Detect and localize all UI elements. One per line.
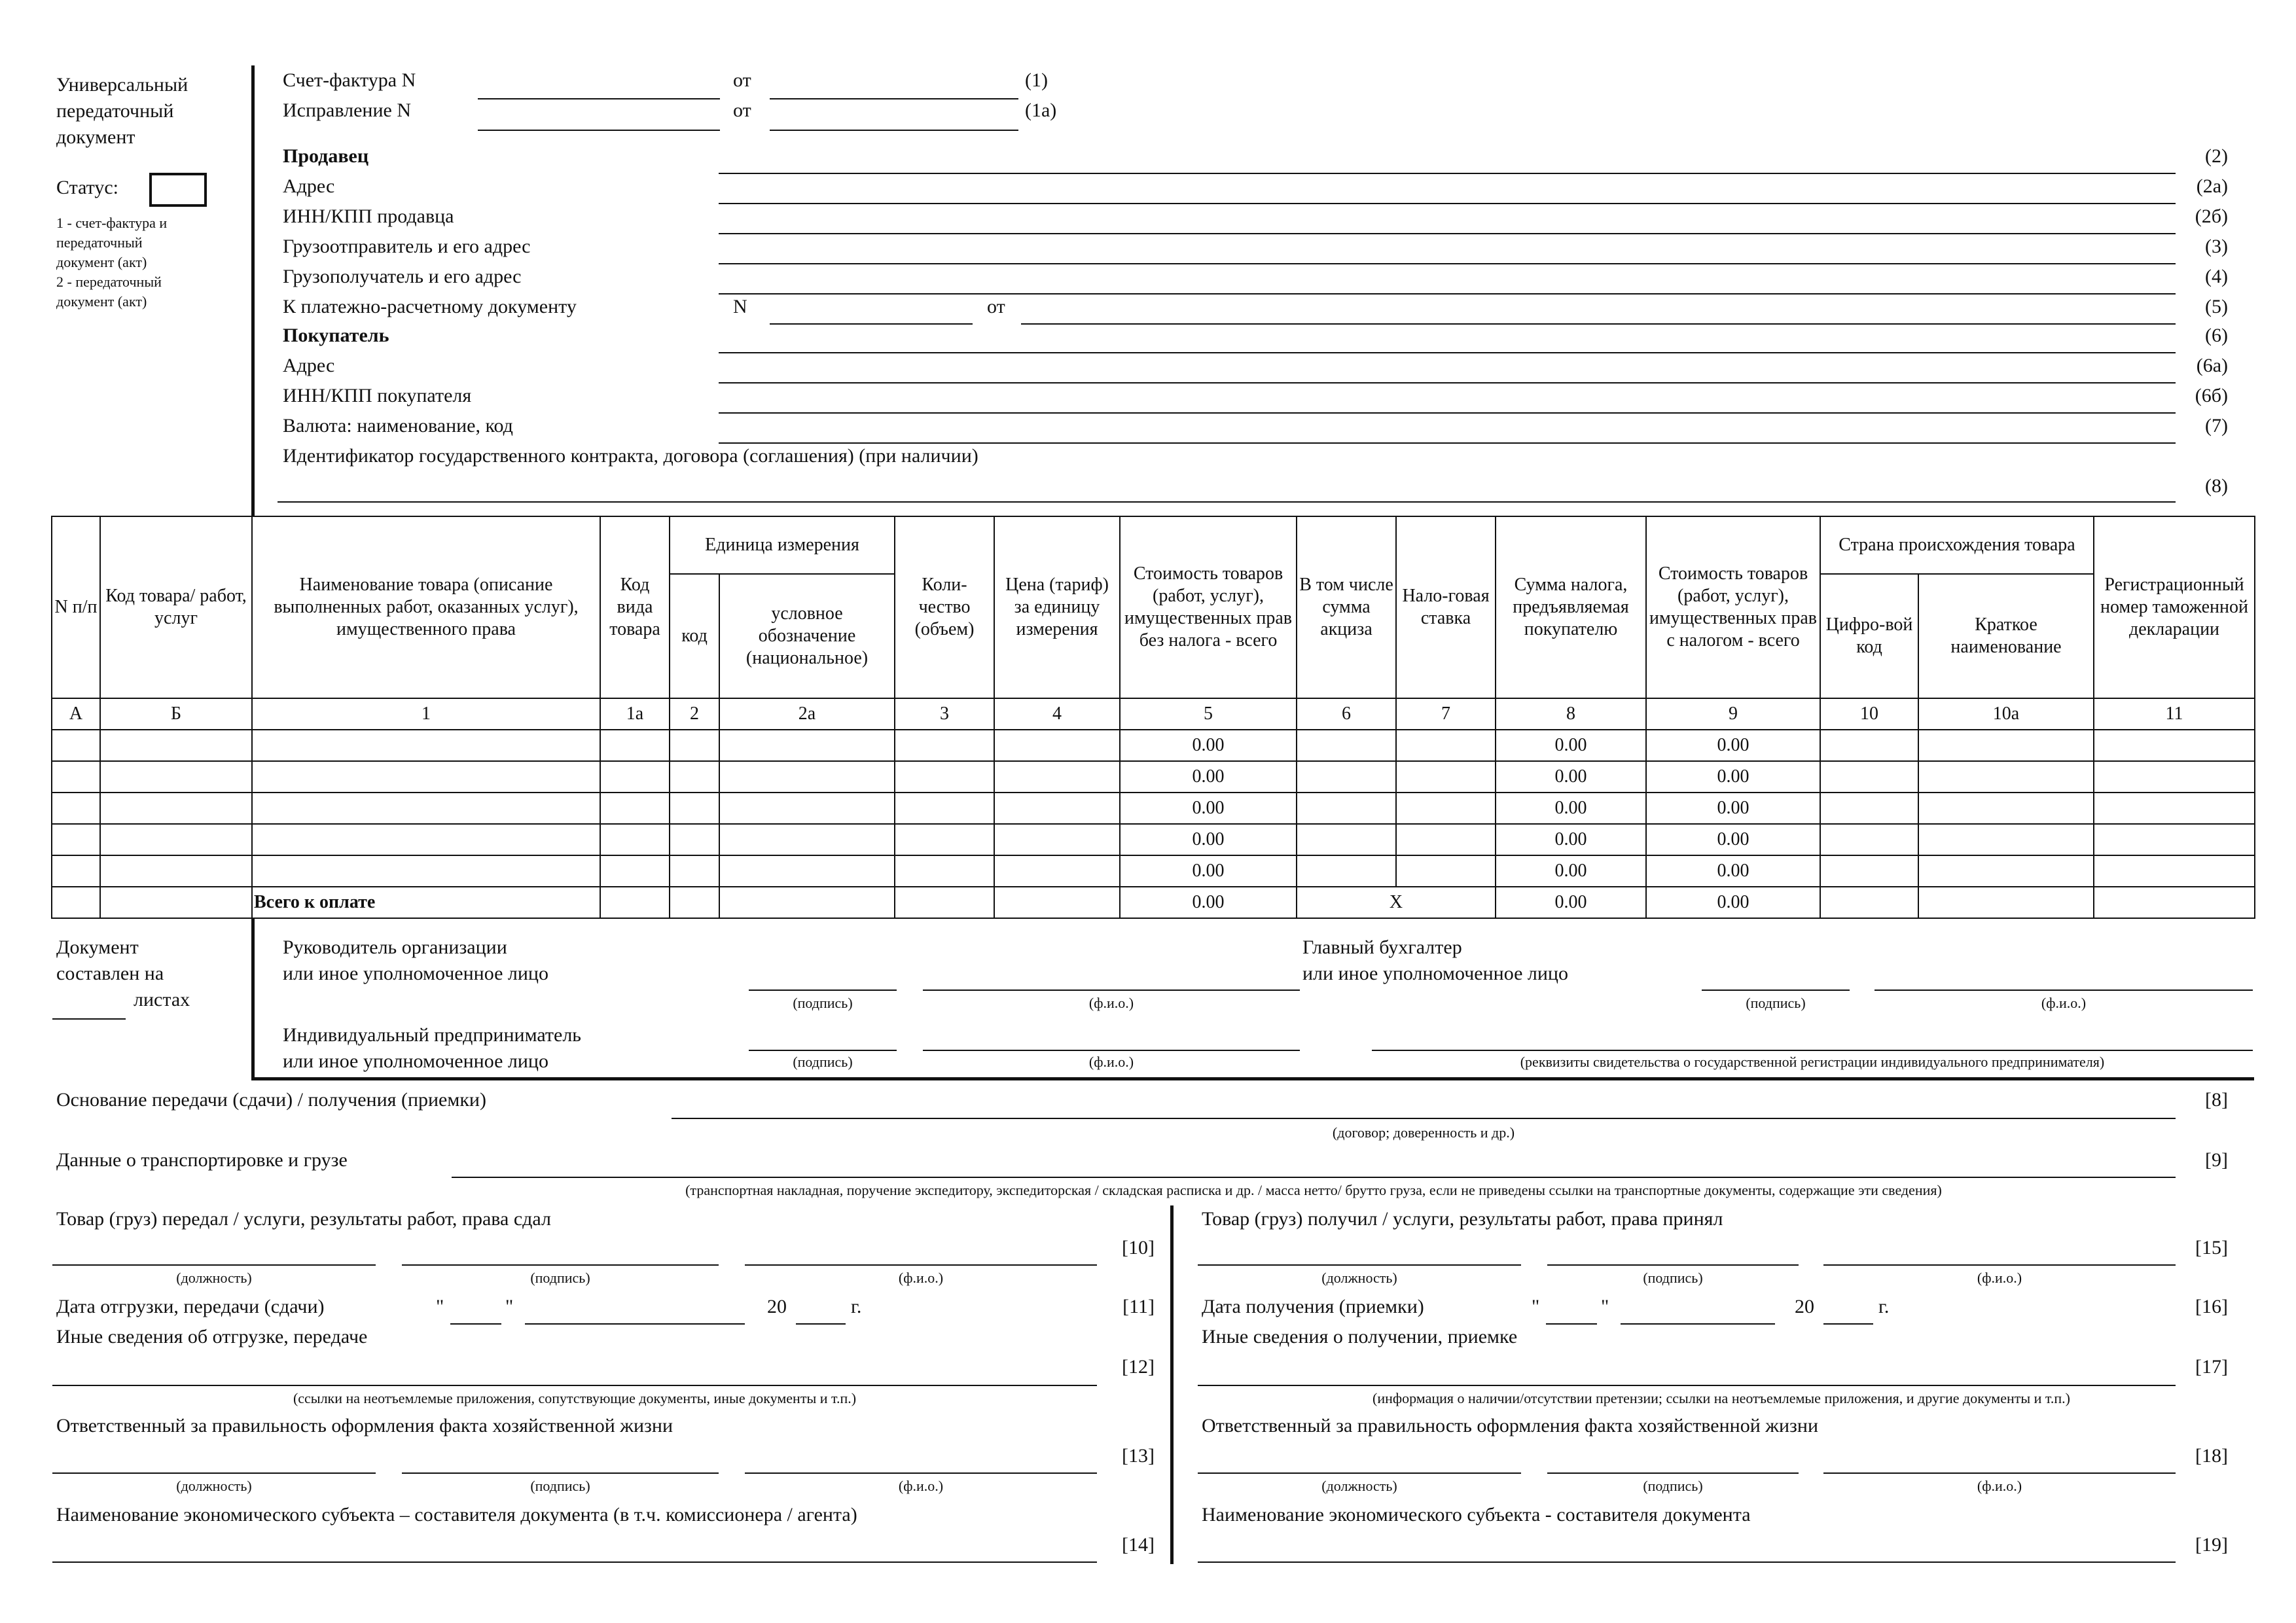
ship-resp-name-caption: (ф.и.о.) bbox=[898, 1478, 944, 1494]
cell[interactable] bbox=[994, 730, 1120, 761]
received-signature-caption: (подпись) bbox=[1643, 1270, 1703, 1286]
header-col-2: код bbox=[670, 574, 719, 698]
cell[interactable] bbox=[670, 793, 719, 824]
table-row bbox=[52, 824, 2255, 855]
index-cell: 1а bbox=[600, 698, 670, 730]
status-note-line: 2 - передаточный bbox=[56, 274, 162, 290]
cell[interactable] bbox=[252, 855, 600, 887]
received-name-field[interactable] bbox=[1823, 1264, 2176, 1266]
head-label bbox=[283, 935, 548, 987]
header-col-8: Сумма налога, предъявляемая покупателю bbox=[1496, 516, 1646, 698]
status-box[interactable] bbox=[149, 173, 207, 207]
document-title-line: передаточный bbox=[56, 100, 174, 122]
field-currency-line[interactable] bbox=[719, 442, 2176, 444]
sidebar-divider bbox=[251, 65, 255, 517]
status-note-line: документ (акт) bbox=[56, 254, 147, 270]
cell-amount[interactable]: 0.00 bbox=[1120, 824, 1297, 855]
head-label-line: или иное уполномоченное лицо bbox=[283, 963, 548, 984]
basis-field[interactable] bbox=[672, 1118, 2176, 1119]
ship-resp-name-field[interactable] bbox=[745, 1472, 1097, 1474]
ship-date-year-suffix: г. bbox=[851, 1296, 862, 1317]
cell[interactable] bbox=[1396, 793, 1496, 824]
cell bbox=[719, 887, 895, 918]
document-title bbox=[56, 72, 188, 151]
header-col-10: Цифро-вой код bbox=[1820, 574, 1918, 698]
received-ref: [15] bbox=[2195, 1237, 2228, 1258]
cell[interactable] bbox=[1820, 824, 1918, 855]
cell[interactable] bbox=[895, 824, 994, 855]
ship-resp-label: Ответственный за правильность оформления факта хозяйственной жизни bbox=[56, 1415, 673, 1436]
cell-total[interactable]: 0.00 bbox=[1646, 824, 1820, 855]
field-payment-doc-from-label: от bbox=[987, 296, 1005, 317]
cell[interactable] bbox=[1918, 730, 2094, 761]
ship-date-close-quote: " bbox=[505, 1296, 514, 1317]
index-cell: 11 bbox=[2094, 698, 2255, 730]
cell bbox=[100, 887, 252, 918]
cell-total[interactable]: 0.00 bbox=[1646, 730, 1820, 761]
cell[interactable] bbox=[895, 761, 994, 793]
cell[interactable] bbox=[252, 793, 600, 824]
status-note-line: 1 - счет-фактура и bbox=[56, 215, 168, 231]
cell[interactable] bbox=[252, 761, 600, 793]
cell[interactable] bbox=[994, 761, 1120, 793]
cell[interactable] bbox=[994, 793, 1120, 824]
receive-resp-name-caption: (ф.и.о.) bbox=[1977, 1478, 2022, 1494]
received-position-caption: (должность) bbox=[1321, 1270, 1397, 1286]
field-buyer-ref: (6) bbox=[2205, 325, 2228, 346]
head-label-line: Руководитель организации bbox=[283, 936, 507, 958]
header-col-10a: Краткое наименование bbox=[1918, 574, 2094, 698]
cell[interactable] bbox=[52, 793, 100, 824]
table-row bbox=[52, 761, 2255, 793]
status-note bbox=[56, 213, 167, 312]
transport-ref: [9] bbox=[2205, 1149, 2228, 1171]
cell-tax[interactable]: 0.00 bbox=[1496, 761, 1646, 793]
index-cell: 3 bbox=[895, 698, 994, 730]
header-col-a: N п/п bbox=[52, 516, 100, 698]
field-shipper-label: Грузоотправитель и его адрес bbox=[283, 236, 531, 257]
field-consignee-line[interactable] bbox=[719, 293, 2176, 294]
cell-total[interactable]: 0.00 bbox=[1646, 793, 1820, 824]
pages-note-line-label: листах bbox=[134, 989, 190, 1010]
cell[interactable] bbox=[719, 824, 895, 855]
entrepreneur-label bbox=[283, 1022, 581, 1075]
index-cell: 2 bbox=[670, 698, 719, 730]
field-consignee-label: Грузополучатель и его адрес bbox=[283, 266, 522, 287]
receive-other-label: Иные сведения о получении, приемке bbox=[1202, 1326, 1518, 1347]
ship-entity-label: Наименование экономического субъекта – составителя документа (в т.ч. комиссионера / агента) bbox=[56, 1504, 857, 1525]
receive-other-ref: [17] bbox=[2195, 1356, 2228, 1378]
cell[interactable] bbox=[600, 761, 670, 793]
accountant-name-caption: (ф.и.о.) bbox=[2041, 995, 2087, 1011]
ship-other-ref: [12] bbox=[1122, 1356, 1155, 1378]
cell[interactable] bbox=[895, 855, 994, 887]
field-buyer-line[interactable] bbox=[719, 352, 2176, 353]
field-seller-address-ref: (2а) bbox=[2196, 175, 2228, 197]
receive-date-day-field[interactable] bbox=[1546, 1323, 1597, 1325]
total-tax: 0.00 bbox=[1496, 887, 1646, 918]
cell bbox=[52, 887, 100, 918]
index-cell: 6 bbox=[1297, 698, 1396, 730]
cell[interactable] bbox=[2094, 855, 2255, 887]
receive-entity-field[interactable] bbox=[1198, 1561, 2176, 1563]
cell bbox=[2094, 887, 2255, 918]
document-title-line: Универсальный bbox=[56, 74, 188, 96]
handed-name-caption: (ф.и.о.) bbox=[898, 1270, 944, 1286]
cell[interactable] bbox=[52, 730, 100, 761]
receive-date-year-field[interactable] bbox=[1823, 1323, 1873, 1325]
entrepreneur-label-line: или иное уполномоченное лицо bbox=[283, 1050, 548, 1072]
field-buyer-address-line[interactable] bbox=[719, 382, 2176, 383]
cell[interactable] bbox=[252, 730, 600, 761]
cell[interactable] bbox=[719, 855, 895, 887]
head-signature-caption: (подпись) bbox=[793, 995, 853, 1011]
field-buyer-inn-ref: (6б) bbox=[2195, 385, 2228, 406]
field-shipper-line[interactable] bbox=[719, 263, 2176, 264]
entrepreneur-name-field[interactable] bbox=[923, 1050, 1300, 1051]
cell[interactable] bbox=[1297, 730, 1396, 761]
cell bbox=[1918, 887, 2094, 918]
correction-ref: (1а) bbox=[1025, 99, 1057, 121]
handed-signature-caption: (подпись) bbox=[530, 1270, 590, 1286]
field-shipper-ref: (3) bbox=[2205, 236, 2228, 257]
signature-section-divider bbox=[251, 1077, 2254, 1080]
header-col-4: Цена (тариф) за единицу измерения bbox=[994, 516, 1120, 698]
handed-position-caption: (должность) bbox=[176, 1270, 252, 1286]
basis-ref: [8] bbox=[2205, 1089, 2228, 1111]
transport-caption: (транспортная накладная, поручение экспедитору, экспедиторская / складская расписка и др. / масса нетто/ брутто груза, если не приведены ссылки на транспортные документы, содержащие эти сведения) bbox=[685, 1182, 1942, 1198]
cell[interactable] bbox=[100, 855, 252, 887]
cell bbox=[670, 887, 719, 918]
registration-caption: (реквизиты свидетельства о государственной регистрации индивидуального предпринимателя) bbox=[1520, 1054, 2105, 1070]
cell[interactable] bbox=[600, 855, 670, 887]
cell-amount[interactable]: 0.00 bbox=[1120, 761, 1297, 793]
received-signature-field[interactable] bbox=[1547, 1264, 1799, 1266]
cell[interactable] bbox=[100, 793, 252, 824]
header-col-1a: Код вида товара bbox=[600, 516, 670, 698]
cell[interactable] bbox=[600, 730, 670, 761]
field-consignee-ref: (4) bbox=[2205, 266, 2228, 287]
cell-total[interactable]: 0.00 bbox=[1646, 761, 1820, 793]
ship-date-label: Дата отгрузки, передачи (сдачи) bbox=[56, 1296, 325, 1317]
index-cell: 2а bbox=[719, 698, 895, 730]
cell[interactable] bbox=[994, 855, 1120, 887]
basis-caption: (договор; доверенность и др.) bbox=[1332, 1124, 1515, 1141]
cell-tax[interactable]: 0.00 bbox=[1496, 730, 1646, 761]
cell[interactable] bbox=[2094, 730, 2255, 761]
cell[interactable] bbox=[670, 855, 719, 887]
status-note-line: передаточный bbox=[56, 234, 143, 251]
handed-ref: [10] bbox=[1122, 1237, 1155, 1258]
header-col-5: Стоимость товаров (работ, услуг), имущественных прав без налога - всего bbox=[1120, 516, 1297, 698]
cell-amount[interactable]: 0.00 bbox=[1120, 793, 1297, 824]
receive-other-field[interactable] bbox=[1198, 1385, 2176, 1386]
header-col-6: В том числе сумма акциза bbox=[1297, 516, 1396, 698]
ship-entity-field[interactable] bbox=[52, 1561, 1097, 1563]
cell[interactable] bbox=[100, 730, 252, 761]
index-cell: 7 bbox=[1396, 698, 1496, 730]
cell-tax[interactable]: 0.00 bbox=[1496, 855, 1646, 887]
received-position-field[interactable] bbox=[1198, 1264, 1521, 1266]
entrepreneur-name-caption: (ф.и.о.) bbox=[1088, 1054, 1134, 1070]
cell[interactable] bbox=[600, 824, 670, 855]
invoice-number-field[interactable] bbox=[478, 98, 720, 99]
field-buyer-address-label: Адрес bbox=[283, 355, 335, 376]
table-row bbox=[52, 793, 2255, 824]
receive-resp-position-field[interactable] bbox=[1198, 1472, 1521, 1474]
ship-entity-ref: [14] bbox=[1122, 1534, 1155, 1556]
ship-other-caption: (ссылки на неотъемлемые приложения, сопутствующие документы, иные документы и т.п.) bbox=[293, 1390, 857, 1406]
table-row bbox=[52, 730, 2255, 761]
invoice-date-field[interactable] bbox=[770, 98, 1018, 99]
receive-other-caption: (информация о наличии/отсутствии претензии; ссылки на неотъемлемые приложения, и другие документы и т.п.) bbox=[1372, 1390, 2070, 1406]
header-col-11: Регистрационный номер таможенной декларации bbox=[2094, 516, 2255, 698]
invoice-ref: (1) bbox=[1025, 69, 1048, 91]
cell[interactable] bbox=[1918, 855, 2094, 887]
cell[interactable] bbox=[895, 730, 994, 761]
receive-date-ref: [16] bbox=[2195, 1296, 2228, 1317]
cell[interactable] bbox=[895, 793, 994, 824]
transport-label: Данные о транспортировке и грузе bbox=[56, 1149, 348, 1171]
cell[interactable] bbox=[252, 824, 600, 855]
invoice-label: Счет-фактура N bbox=[283, 69, 416, 91]
ship-resp-position-field[interactable] bbox=[52, 1472, 376, 1474]
cell[interactable] bbox=[2094, 793, 2255, 824]
cell[interactable] bbox=[52, 855, 100, 887]
field-seller-address-label: Адрес bbox=[283, 175, 335, 197]
field-buyer-inn-label: ИНН/КПП покупателя bbox=[283, 385, 472, 406]
accountant-signature-field[interactable] bbox=[1702, 990, 1850, 991]
table-row bbox=[52, 855, 2255, 887]
field-currency-label: Валюта: наименование, код bbox=[283, 415, 513, 437]
field-seller-inn-ref: (2б) bbox=[2195, 205, 2228, 227]
field-buyer-inn-line[interactable] bbox=[719, 412, 2176, 414]
cell-tax[interactable]: 0.00 bbox=[1496, 824, 1646, 855]
handed-signature-field[interactable] bbox=[402, 1264, 719, 1266]
receive-resp-signature-field[interactable] bbox=[1547, 1472, 1799, 1474]
cell[interactable] bbox=[670, 761, 719, 793]
index-cell: 10 bbox=[1820, 698, 1918, 730]
cell-total[interactable]: 0.00 bbox=[1646, 855, 1820, 887]
cell[interactable] bbox=[1820, 730, 1918, 761]
cell[interactable] bbox=[1820, 761, 1918, 793]
correction-number-field[interactable] bbox=[478, 130, 720, 131]
ship-resp-position-caption: (должность) bbox=[176, 1478, 252, 1494]
cell bbox=[600, 887, 670, 918]
cell[interactable] bbox=[1396, 855, 1496, 887]
total-with-tax: 0.00 bbox=[1646, 887, 1820, 918]
pages-note-line: составлен на bbox=[56, 963, 164, 984]
receive-entity-ref: [19] bbox=[2195, 1534, 2228, 1556]
handed-name-field[interactable] bbox=[745, 1264, 1097, 1266]
head-signature-field[interactable] bbox=[749, 990, 897, 991]
contract-label: Идентификатор государственного контракта, договора (соглашения) (при наличии) bbox=[283, 445, 978, 467]
ship-date-day-field[interactable] bbox=[450, 1323, 501, 1325]
header-col-2a: условное обозначение (национальное) bbox=[719, 574, 895, 698]
accountant-name-field[interactable] bbox=[1874, 990, 2253, 991]
cell[interactable] bbox=[1396, 761, 1496, 793]
cell[interactable] bbox=[670, 824, 719, 855]
receive-resp-name-field[interactable] bbox=[1823, 1472, 2176, 1474]
receive-resp-label: Ответственный за правильность оформления факта хозяйственной жизни bbox=[1202, 1415, 1819, 1436]
cell-tax[interactable]: 0.00 bbox=[1496, 793, 1646, 824]
handed-position-field[interactable] bbox=[52, 1264, 376, 1266]
cell bbox=[994, 887, 1120, 918]
cell[interactable] bbox=[1297, 793, 1396, 824]
cell[interactable] bbox=[1297, 824, 1396, 855]
cell[interactable] bbox=[100, 761, 252, 793]
cell[interactable] bbox=[719, 793, 895, 824]
cell bbox=[895, 887, 994, 918]
ship-resp-signature-caption: (подпись) bbox=[530, 1478, 590, 1494]
received-name-caption: (ф.и.о.) bbox=[1977, 1270, 2022, 1286]
index-cell: 10а bbox=[1918, 698, 2094, 730]
cell[interactable] bbox=[719, 730, 895, 761]
cell[interactable] bbox=[1297, 761, 1396, 793]
basis-label: Основание передачи (сдачи) / получения (приемки) bbox=[56, 1089, 486, 1111]
field-seller-address-line[interactable] bbox=[719, 203, 2176, 204]
index-cell: 8 bbox=[1496, 698, 1646, 730]
cell[interactable] bbox=[2094, 761, 2255, 793]
ship-date-year-field[interactable] bbox=[796, 1323, 846, 1325]
accountant-signature-caption: (подпись) bbox=[1746, 995, 1806, 1011]
entrepreneur-label-line: Индивидуальный предприниматель bbox=[283, 1024, 581, 1046]
index-cell: 4 bbox=[994, 698, 1120, 730]
cell bbox=[1820, 887, 1918, 918]
header-col-3: Коли-чество (объем) bbox=[895, 516, 994, 698]
entrepreneur-signature-field[interactable] bbox=[749, 1050, 897, 1051]
total-amount: 0.00 bbox=[1120, 887, 1297, 918]
cell[interactable] bbox=[1918, 824, 2094, 855]
sidebar-divider-lower bbox=[251, 919, 255, 1080]
correction-label: Исправление N bbox=[283, 99, 411, 121]
field-payment-doc-ref: (5) bbox=[2205, 296, 2228, 317]
index-cell: 1 bbox=[252, 698, 600, 730]
index-cell: Б bbox=[100, 698, 252, 730]
pages-count-field[interactable] bbox=[52, 1018, 126, 1020]
total-excise: X bbox=[1297, 887, 1496, 918]
header-col-7: Нало-говая ставка bbox=[1396, 516, 1496, 698]
accountant-label bbox=[1302, 935, 1568, 987]
cell[interactable] bbox=[2094, 824, 2255, 855]
field-payment-doc-date[interactable] bbox=[1021, 323, 2176, 325]
field-seller-label: Продавец bbox=[283, 145, 369, 167]
correction-from-label: от bbox=[733, 99, 751, 121]
header-col-9: Стоимость товаров (работ, услуг), имущественных прав с налогом - всего bbox=[1646, 516, 1820, 698]
invoice-from-label: от bbox=[733, 69, 751, 91]
goods-table bbox=[51, 516, 2255, 919]
ship-resp-ref: [13] bbox=[1122, 1445, 1155, 1467]
field-buyer-address-ref: (6а) bbox=[2196, 355, 2228, 376]
field-seller-inn-line[interactable] bbox=[719, 233, 2176, 234]
cell[interactable] bbox=[1396, 824, 1496, 855]
receive-resp-signature-caption: (подпись) bbox=[1643, 1478, 1703, 1494]
field-currency-ref: (7) bbox=[2205, 415, 2228, 437]
head-name-field[interactable] bbox=[923, 990, 1300, 991]
cell[interactable] bbox=[1820, 793, 1918, 824]
cell-amount[interactable]: 0.00 bbox=[1120, 855, 1297, 887]
head-name-caption: (ф.и.о.) bbox=[1088, 995, 1134, 1011]
transfer-column-divider bbox=[1170, 1205, 1174, 1564]
header-country-group: Страна происхождения товара bbox=[1820, 516, 2094, 574]
header-col-b: Код товара/ работ, услуг bbox=[100, 516, 252, 698]
field-seller-ref: (2) bbox=[2205, 145, 2228, 167]
received-label: Товар (груз) получил / услуги, результаты работ, права принял bbox=[1202, 1208, 1723, 1230]
ship-date-month-field[interactable] bbox=[525, 1323, 745, 1325]
pages-note bbox=[56, 935, 190, 1013]
cell[interactable] bbox=[994, 824, 1120, 855]
cell[interactable] bbox=[1918, 761, 2094, 793]
cell[interactable] bbox=[52, 824, 100, 855]
field-payment-doc-label: К платежно-расчетному документу bbox=[283, 296, 577, 317]
cell[interactable] bbox=[52, 761, 100, 793]
field-seller-inn-label: ИНН/КПП продавца bbox=[283, 205, 454, 227]
cell-amount[interactable]: 0.00 bbox=[1120, 730, 1297, 761]
cell[interactable] bbox=[719, 761, 895, 793]
field-seller-line[interactable] bbox=[719, 173, 2176, 174]
receive-date-label: Дата получения (приемки) bbox=[1202, 1296, 1424, 1317]
registration-field[interactable] bbox=[1372, 1050, 2253, 1051]
handed-label: Товар (груз) передал / услуги, результаты работ, права сдал bbox=[56, 1208, 551, 1230]
receive-entity-label: Наименование экономического субъекта - составителя документа bbox=[1202, 1504, 1751, 1525]
cell[interactable] bbox=[600, 793, 670, 824]
index-cell: 5 bbox=[1120, 698, 1297, 730]
ship-date-ref: [11] bbox=[1122, 1296, 1155, 1317]
receive-resp-position-caption: (должность) bbox=[1321, 1478, 1397, 1494]
transport-field[interactable] bbox=[452, 1177, 2176, 1178]
receive-date-month-field[interactable] bbox=[1621, 1323, 1775, 1325]
field-buyer-label: Покупатель bbox=[283, 325, 389, 346]
ship-date-open-quote: " bbox=[436, 1296, 444, 1317]
ship-other-label: Иные сведения об отгрузке, передаче bbox=[56, 1326, 368, 1347]
header-col-1: Наименование товара (описание выполненных работ, оказанных услуг), имущественного права bbox=[252, 516, 600, 698]
total-row bbox=[52, 887, 2255, 918]
entrepreneur-signature-caption: (подпись) bbox=[793, 1054, 853, 1070]
contract-line[interactable] bbox=[278, 501, 2176, 503]
pages-note-line: Документ bbox=[56, 936, 139, 958]
document-title-line: документ bbox=[56, 126, 135, 148]
receive-date-year-prefix: 20 bbox=[1795, 1296, 1814, 1317]
field-payment-doc-number[interactable] bbox=[770, 323, 973, 325]
ship-other-field[interactable] bbox=[52, 1385, 1097, 1386]
cell[interactable] bbox=[1820, 855, 1918, 887]
ship-date-year-prefix: 20 bbox=[767, 1296, 787, 1317]
cell[interactable] bbox=[1297, 855, 1396, 887]
receive-date-close-quote: " bbox=[1601, 1296, 1609, 1317]
field-payment-doc-n-label: N bbox=[733, 296, 747, 317]
index-cell: А bbox=[52, 698, 100, 730]
receive-date-year-suffix: г. bbox=[1878, 1296, 1890, 1317]
status-label: Статус: bbox=[56, 177, 118, 198]
accountant-label-line: или иное уполномоченное лицо bbox=[1302, 963, 1568, 984]
cell[interactable] bbox=[1396, 730, 1496, 761]
contract-ref: (8) bbox=[2205, 475, 2228, 497]
status-note-line: документ (акт) bbox=[56, 293, 147, 310]
ship-resp-signature-field[interactable] bbox=[402, 1472, 719, 1474]
accountant-label-line: Главный бухгалтер bbox=[1302, 936, 1462, 958]
header-unit-group: Единица измерения bbox=[670, 516, 895, 574]
pages-note-line bbox=[56, 987, 190, 1013]
cell[interactable] bbox=[670, 730, 719, 761]
receive-resp-ref: [18] bbox=[2195, 1445, 2228, 1467]
total-label: Всего к оплате bbox=[252, 887, 600, 918]
index-cell: 9 bbox=[1646, 698, 1820, 730]
correction-date-field[interactable] bbox=[770, 130, 1018, 131]
cell[interactable] bbox=[1918, 793, 2094, 824]
receive-date-open-quote: " bbox=[1532, 1296, 1540, 1317]
cell[interactable] bbox=[100, 824, 252, 855]
